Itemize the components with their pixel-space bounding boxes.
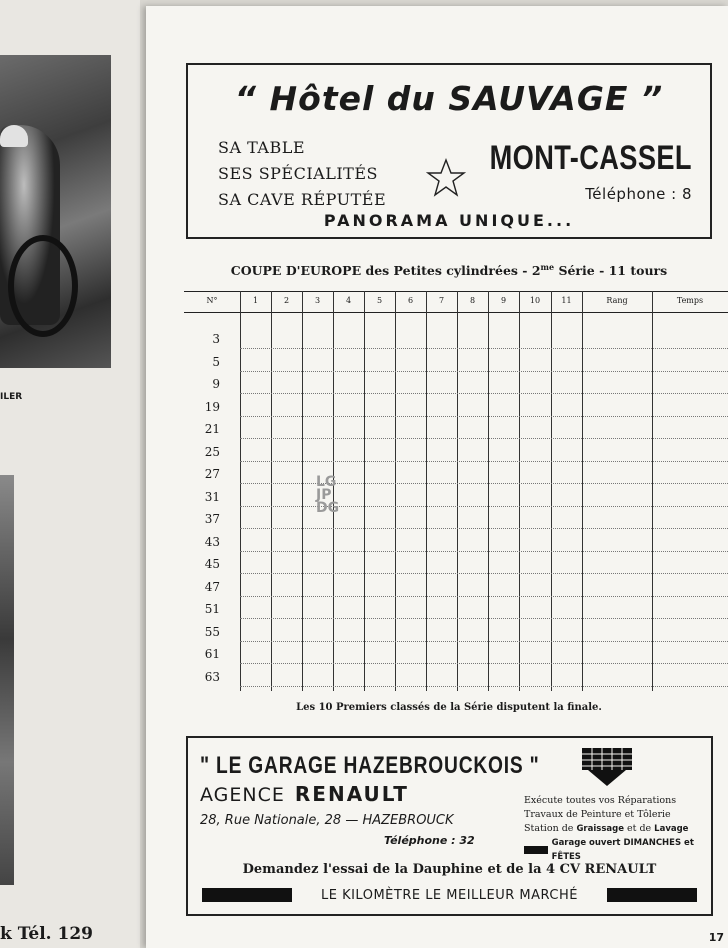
hotel-phone: Téléphone : 8 — [585, 185, 692, 203]
garage-title: " LE GARAGE HAZEBROUCKOIS " — [200, 752, 540, 779]
column-header: 5 — [376, 296, 383, 305]
renault-brand: RENAULT — [294, 782, 409, 806]
race-title-sup: me — [540, 262, 555, 272]
row-divider — [240, 596, 728, 597]
rider-number: 63 — [204, 669, 220, 684]
rider-number: 3 — [212, 332, 220, 346]
column-divider — [395, 291, 396, 691]
black-bar-right — [607, 888, 697, 902]
rider-number: 37 — [204, 512, 220, 526]
right-page — [146, 6, 728, 948]
helmet-shape — [0, 125, 28, 147]
row-divider — [240, 528, 728, 529]
black-bar-left — [202, 888, 292, 902]
rider-number: 61 — [204, 647, 220, 661]
column-header: 11 — [561, 296, 572, 305]
watermark-line: JP — [316, 487, 332, 503]
hotel-features — [218, 135, 386, 213]
column-divider — [488, 291, 489, 691]
column-divider — [302, 291, 303, 691]
opening-line — [524, 836, 710, 864]
motocross-photo — [0, 55, 111, 368]
rider-number: 43 — [204, 534, 220, 549]
rider-number: 55 — [204, 624, 220, 639]
rider-number: 45 — [204, 557, 220, 571]
column-header: 4 — [345, 296, 352, 305]
opening-hours: Garage ouvert DIMANCHES et FÊTES — [551, 838, 694, 862]
hotel-feature: SES SPÉCIALITÉS — [218, 164, 378, 183]
watermark-stamp — [316, 476, 339, 515]
garage-phone: Téléphone : 32 — [384, 834, 475, 847]
hotel-title: “ Hôtel du SAUVAGE ” — [234, 79, 664, 118]
garage-address: 28, Rue Nationale, 28 — HAZEBROUCK — [200, 813, 454, 828]
finale-note: Les 10 Premiers classés de la Série disputent la finale. — [296, 702, 602, 713]
row-divider — [240, 371, 728, 372]
service-text: Station de — [524, 823, 577, 834]
garage-offer: Demandez l'essai de la Dauphine et de la 4 CV RENAULT — [242, 862, 657, 877]
column-header: Rang — [606, 296, 628, 305]
row-divider — [240, 641, 728, 642]
column-header: 6 — [407, 296, 414, 305]
row-divider — [240, 551, 728, 552]
row-divider — [240, 393, 728, 394]
column-divider — [519, 291, 520, 691]
column-header: 1 — [252, 296, 259, 305]
service-wash: Lavage — [654, 824, 689, 834]
rider-number: 19 — [204, 399, 220, 414]
garage-services — [524, 794, 710, 864]
row-divider — [240, 416, 728, 417]
renault-diamond-icon — [578, 746, 636, 788]
garage-slogan-row — [202, 887, 697, 903]
hotel-city: MONT-CASSEL — [489, 139, 692, 177]
hotel-tagline: PANORAMA UNIQUE... — [323, 211, 575, 230]
column-divider — [457, 291, 458, 691]
row-divider — [240, 573, 728, 574]
column-divider — [652, 291, 653, 691]
column-header: 3 — [314, 296, 321, 305]
service-grease: Graissage — [576, 824, 624, 834]
column-divider — [271, 291, 272, 691]
column-header: 7 — [438, 296, 445, 305]
rider-number: 47 — [204, 579, 220, 594]
row-divider — [240, 461, 728, 462]
column-header: N° — [206, 296, 218, 305]
photo-caption: ILER — [0, 392, 23, 402]
table-header — [184, 291, 728, 313]
service-line: Exécute toutes vos Réparations — [524, 795, 677, 806]
row-divider — [240, 686, 728, 687]
row-divider — [240, 663, 728, 664]
column-divider — [551, 291, 552, 691]
black-bar-icon — [524, 846, 548, 854]
service-text: et de — [623, 823, 655, 834]
hotel-advertisement — [186, 63, 712, 239]
garage-agency — [200, 782, 409, 806]
row-divider — [240, 483, 728, 484]
rider-number: 9 — [212, 377, 220, 391]
column-divider — [364, 291, 365, 691]
service-line: Travaux de Peinture et Tôlerie — [524, 809, 671, 820]
rider-number: 31 — [204, 489, 220, 504]
star-icon — [426, 158, 466, 198]
garage-advertisement — [186, 736, 713, 916]
column-header: 10 — [529, 296, 541, 305]
rider-number: 27 — [204, 467, 220, 481]
service-line — [524, 822, 710, 836]
column-divider — [582, 291, 583, 691]
race-title-part1: COUPE D'EUROPE des Petites cylindrées - 2 — [230, 263, 541, 279]
page-number: 17 — [708, 931, 724, 944]
rider-number: 51 — [204, 602, 220, 616]
row-divider — [240, 348, 728, 349]
column-divider — [426, 291, 427, 691]
hotel-feature: SA TABLE — [218, 138, 306, 157]
rider-number: 5 — [212, 354, 220, 369]
column-header: 9 — [500, 296, 507, 305]
watermark-line: LG — [316, 474, 337, 490]
hotel-feature: SA CAVE RÉPUTÉE — [218, 190, 387, 209]
row-divider — [240, 438, 728, 439]
watermark-line: DG — [316, 500, 340, 516]
row-divider — [240, 506, 728, 507]
second-photo-edge — [0, 475, 14, 885]
race-title-part2: Série - 11 tours — [554, 263, 668, 279]
race-table-title — [186, 262, 712, 278]
column-header: Temps — [676, 296, 704, 305]
agency-label: AGENCE — [200, 784, 285, 806]
left-page — [0, 0, 140, 948]
left-footer-text: k Tél. 129 — [0, 924, 93, 944]
column-header: 2 — [283, 296, 290, 305]
lap-chart-table — [184, 291, 728, 691]
wheel-shape — [8, 235, 78, 337]
column-header: 8 — [469, 296, 476, 305]
garage-slogan: LE KILOMÈTRE LE MEILLEUR MARCHÉ — [320, 887, 578, 903]
column-divider — [240, 291, 241, 691]
rider-number: 21 — [204, 422, 220, 436]
row-divider — [240, 618, 728, 619]
rider-number: 25 — [204, 444, 220, 459]
